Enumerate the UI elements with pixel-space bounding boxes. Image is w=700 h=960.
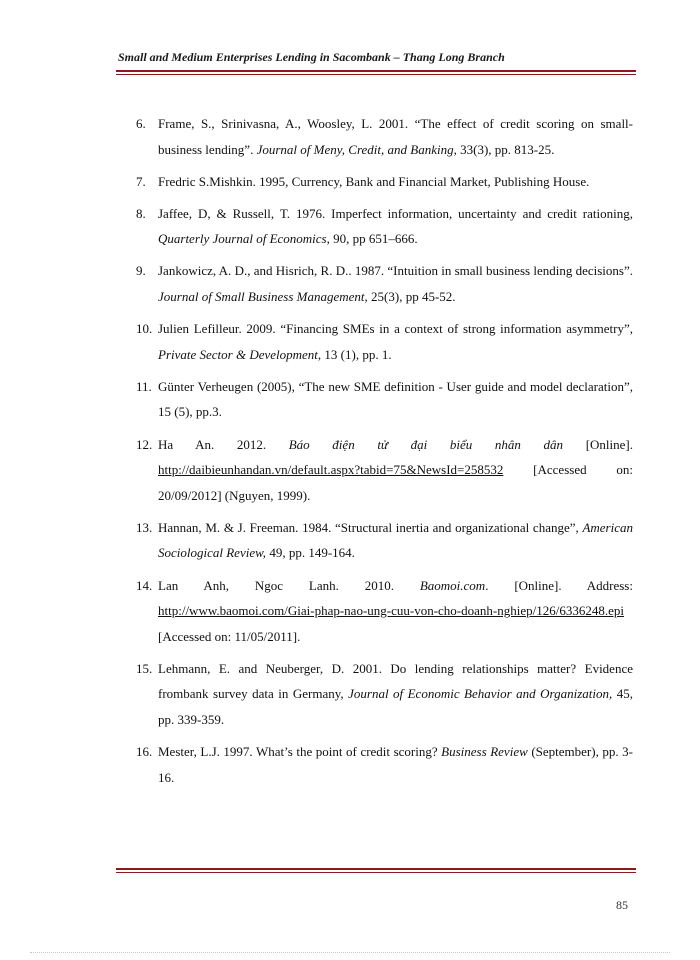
reference-text-segment: Julien Lefilleur. 2009. “Financing SMEs in a context of strong information asymmetry”, [158, 321, 633, 337]
reference-text-segment: [Accessed on: 11/05/2011]. [158, 628, 301, 644]
reference-item [116, 201, 633, 252]
reference-text-segment: , 90, pp 651–666. [326, 231, 418, 247]
reference-text [158, 374, 633, 425]
reference-number [116, 432, 158, 509]
running-header: Small and Medium Enterprises Lending in Sacombank – Thang Long Branch [118, 50, 505, 64]
reference-number-text: 7. [136, 173, 146, 189]
reference-text-segment: , 33(3), pp. 813-25. [453, 141, 555, 157]
reference-number-text: 13. [136, 519, 153, 535]
footer-rule [116, 868, 636, 873]
reference-number-text: 16. [136, 744, 153, 760]
reference-source-title: Baomoi.com [419, 577, 486, 593]
reference-item [116, 739, 633, 790]
reference-source-title: Private Sector & Development [158, 346, 318, 362]
reference-text [158, 432, 633, 509]
reference-text [158, 169, 633, 195]
reference-text-segment: [Accessed on: 20/09/2012] (Nguyen, 1999). [158, 462, 633, 503]
reference-source-title: Journal of Meny, Credit, and Banking [256, 141, 454, 157]
reference-source-title: Journal of Economic Behavior and Organization, [348, 686, 613, 702]
reference-text-segment: , 13 (1), pp. 1. [317, 346, 392, 362]
reference-number-text: 11. [136, 378, 152, 394]
reference-url-link[interactable]: http://daibieunhandan.vn/default.aspx?tabid=75&NewsId=258532 [158, 462, 504, 478]
reference-source-title: Business Review [441, 744, 528, 760]
reference-item [116, 515, 633, 566]
reference-number-text: 15. [136, 660, 153, 676]
reference-number [116, 374, 158, 425]
reference-number [116, 316, 158, 367]
reference-number [116, 515, 158, 566]
reference-number-text: 9. [136, 263, 146, 279]
reference-item [116, 111, 633, 162]
page-number: 85 [616, 898, 628, 912]
reference-text [158, 573, 633, 650]
header-rule [116, 70, 636, 75]
reference-text-segment: Mester, L.J. 1997. What’s the point of credit scoring? [158, 744, 442, 760]
reference-list [116, 111, 633, 797]
reference-text [158, 316, 633, 367]
reference-text [158, 201, 633, 252]
reference-number [116, 739, 158, 790]
reference-source-title: Quarterly Journal of Economics [158, 231, 327, 247]
reference-item [116, 169, 633, 195]
reference-number-text: 8. [136, 205, 146, 221]
reference-text-segment: Fredric S.Mishkin. 1995, Currency, Bank and Financial Market, Publishing House. [158, 173, 590, 189]
reference-text [158, 111, 633, 162]
reference-url-link[interactable]: http://www.baomoi.com/Giai-phap-nao-ung-cuu-von-cho-doanh-nghiep/126/6336248.epi [158, 603, 624, 619]
reference-item [116, 573, 633, 650]
reference-text-segment: Lehmann, E. and Neuberger, D. 2001. Do lending relationships matter? Evidence frombank survey data in Germany, [158, 660, 633, 702]
reference-text-segment: 45, pp. 339-359. [158, 686, 634, 727]
reference-text [158, 656, 633, 733]
reference-number [116, 656, 158, 733]
reference-text-segment: Lan Anh, Ngoc Lanh. 2010. [158, 577, 420, 593]
reference-text [158, 258, 633, 309]
reference-number [116, 111, 158, 162]
reference-text-segment: Ha An. 2012. [158, 436, 289, 452]
reference-text-segment: Frame, S., Srinivasna, A., Woosley, L. 2001. “The effect of credit scoring on small-business lending”. [158, 116, 633, 157]
reference-number [116, 573, 158, 650]
reference-text-segment: . [Online]. Address: [485, 577, 633, 593]
reference-text-segment: Günter Verheugen (2005), “The new SME definition - User guide and model declaration”, 15 (5), pp.3. [158, 378, 633, 420]
reference-item [116, 258, 633, 309]
reference-text-segment: (September), pp. 3-16. [158, 744, 633, 785]
reference-text-segment: [Online]. [563, 436, 633, 452]
reference-text-segment: Jaffee, D, & Russell, T. 1976. Imperfect information, uncertainty and credit rationing, [158, 205, 633, 221]
reference-number [116, 201, 158, 252]
reference-source-title: Journal of Small Business Management [158, 289, 365, 305]
reference-source-title: American Sociological Review, [158, 519, 633, 561]
reference-number-text: 6. [136, 116, 146, 131]
reference-number-text: 14. [136, 577, 153, 593]
reference-text-segment: Hannan, M. & J. Freeman. 1984. “Structural inertia and organizational change”, [158, 519, 583, 535]
reference-text [158, 515, 633, 566]
reference-text-segment: Jankowicz, A. D., and Hisrich, R. D.. 1987. “Intuition in small business lending decisions”. [158, 263, 633, 279]
page-bottom-border [30, 952, 670, 953]
reference-item [116, 316, 633, 367]
reference-text [158, 739, 633, 790]
reference-number [116, 169, 158, 195]
reference-item [116, 656, 633, 733]
reference-text-segment: , 25(3), pp 45-52. [364, 289, 456, 305]
reference-number-text: 12. [136, 436, 153, 452]
reference-item [116, 374, 633, 425]
reference-number [116, 258, 158, 309]
reference-text-segment: 49, pp. 149-164. [266, 545, 355, 561]
reference-number-text: 10. [136, 321, 153, 337]
reference-source-title: Báo điện tử đại biểu nhân dân [288, 436, 564, 452]
reference-item [116, 432, 633, 509]
